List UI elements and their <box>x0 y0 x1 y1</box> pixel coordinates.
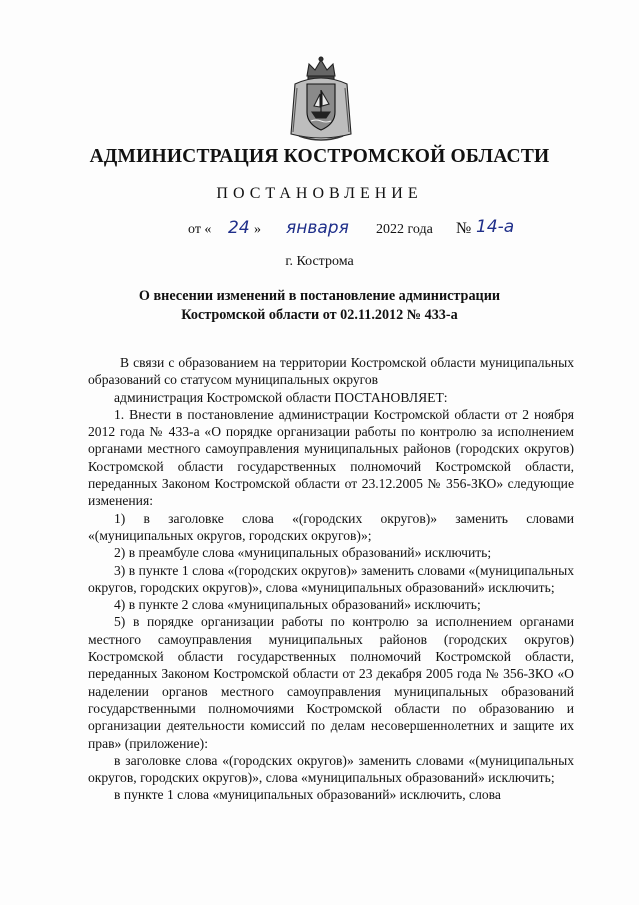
body-paragraph: 2) в преамбуле слова «муниципальных образований» исключить; <box>114 545 492 561</box>
organization-title: АДМИНИСТРАЦИЯ КОСТРОМСКОЙ ОБЛАСТИ <box>89 146 550 167</box>
body-paragraph: в заголовке слова «(городских округов)» заменить словами «(муниципальных округов, городских округов)», слова «муниципальных образований» исключить; <box>88 752 574 786</box>
date-day-suffix: » <box>254 222 261 237</box>
body-paragraph: 3) в пункте 1 слова «(городских округов)» заменить словами «(муниципальных округов, городских округов)», слова «муниципальных образований» исключить; <box>88 562 574 595</box>
coat-of-arms-icon <box>285 54 357 144</box>
body-paragraph: 4) в пункте 2 слова «муниципальных образований» исключить; <box>114 597 481 613</box>
handwritten-number: 14-а <box>476 217 515 237</box>
title-line-1: О внесении изменений в постановление администрации <box>138 288 501 304</box>
handwritten-month: января <box>286 218 349 238</box>
document-body <box>88 354 574 804</box>
title-line-2: Костромской области от 02.11.2012 № 433-а <box>181 307 458 323</box>
handwritten-day: 24 <box>228 218 250 238</box>
date-line <box>188 218 568 246</box>
date-prefix: от « <box>188 222 212 237</box>
body-paragraph: В связи с образованием на территории Костромской области муниципальных образований со статусом муниципальных округов <box>88 355 574 388</box>
city: г. Кострома <box>285 254 354 269</box>
body-paragraph: 1. Внести в постановление администрации Костромской области от 2 ноября 2012 года № 433-а «О порядке организации работы по контролю за исполнением органами местного самоуправления муниципальных районов (городских округов) Костромской области государственных полномочий Костромской области, переданных Законом Костромской области от 23.12.2005 № 356-ЗКО» следующие изменения: <box>88 406 574 509</box>
body-paragraph: 1) в заголовке слова «(городских округов)» заменить словами «(муниципальных округов, городских округов)»; <box>88 510 574 543</box>
date-year: 2022 года <box>376 222 433 237</box>
number-sign: № <box>456 220 472 237</box>
body-paragraph: 5) в порядке организации работы по контролю за исполнением органами местного самоуправления муниципальных районов (городских округов) Костромской области государственных полномочий Костромской области, переданных Законом Костромской области от 23 декабря 2005 года № 356-ЗКО «О наделении органов местного самоуправления муниципальных образований государственными полномочиями Костромской области по образованию и организации деятельности комиссий по делам несовершеннолетних и защите их прав» (приложение): <box>88 614 574 751</box>
body-paragraph: в пункте 1 слова «муниципальных образований» исключить, слова <box>114 787 501 803</box>
document-title <box>0 287 639 325</box>
body-paragraph: администрация Костромской области ПОСТАНОВЛЯЕТ: <box>114 389 448 405</box>
document-type: ПОСТАНОВЛЕНИЕ <box>216 185 423 202</box>
